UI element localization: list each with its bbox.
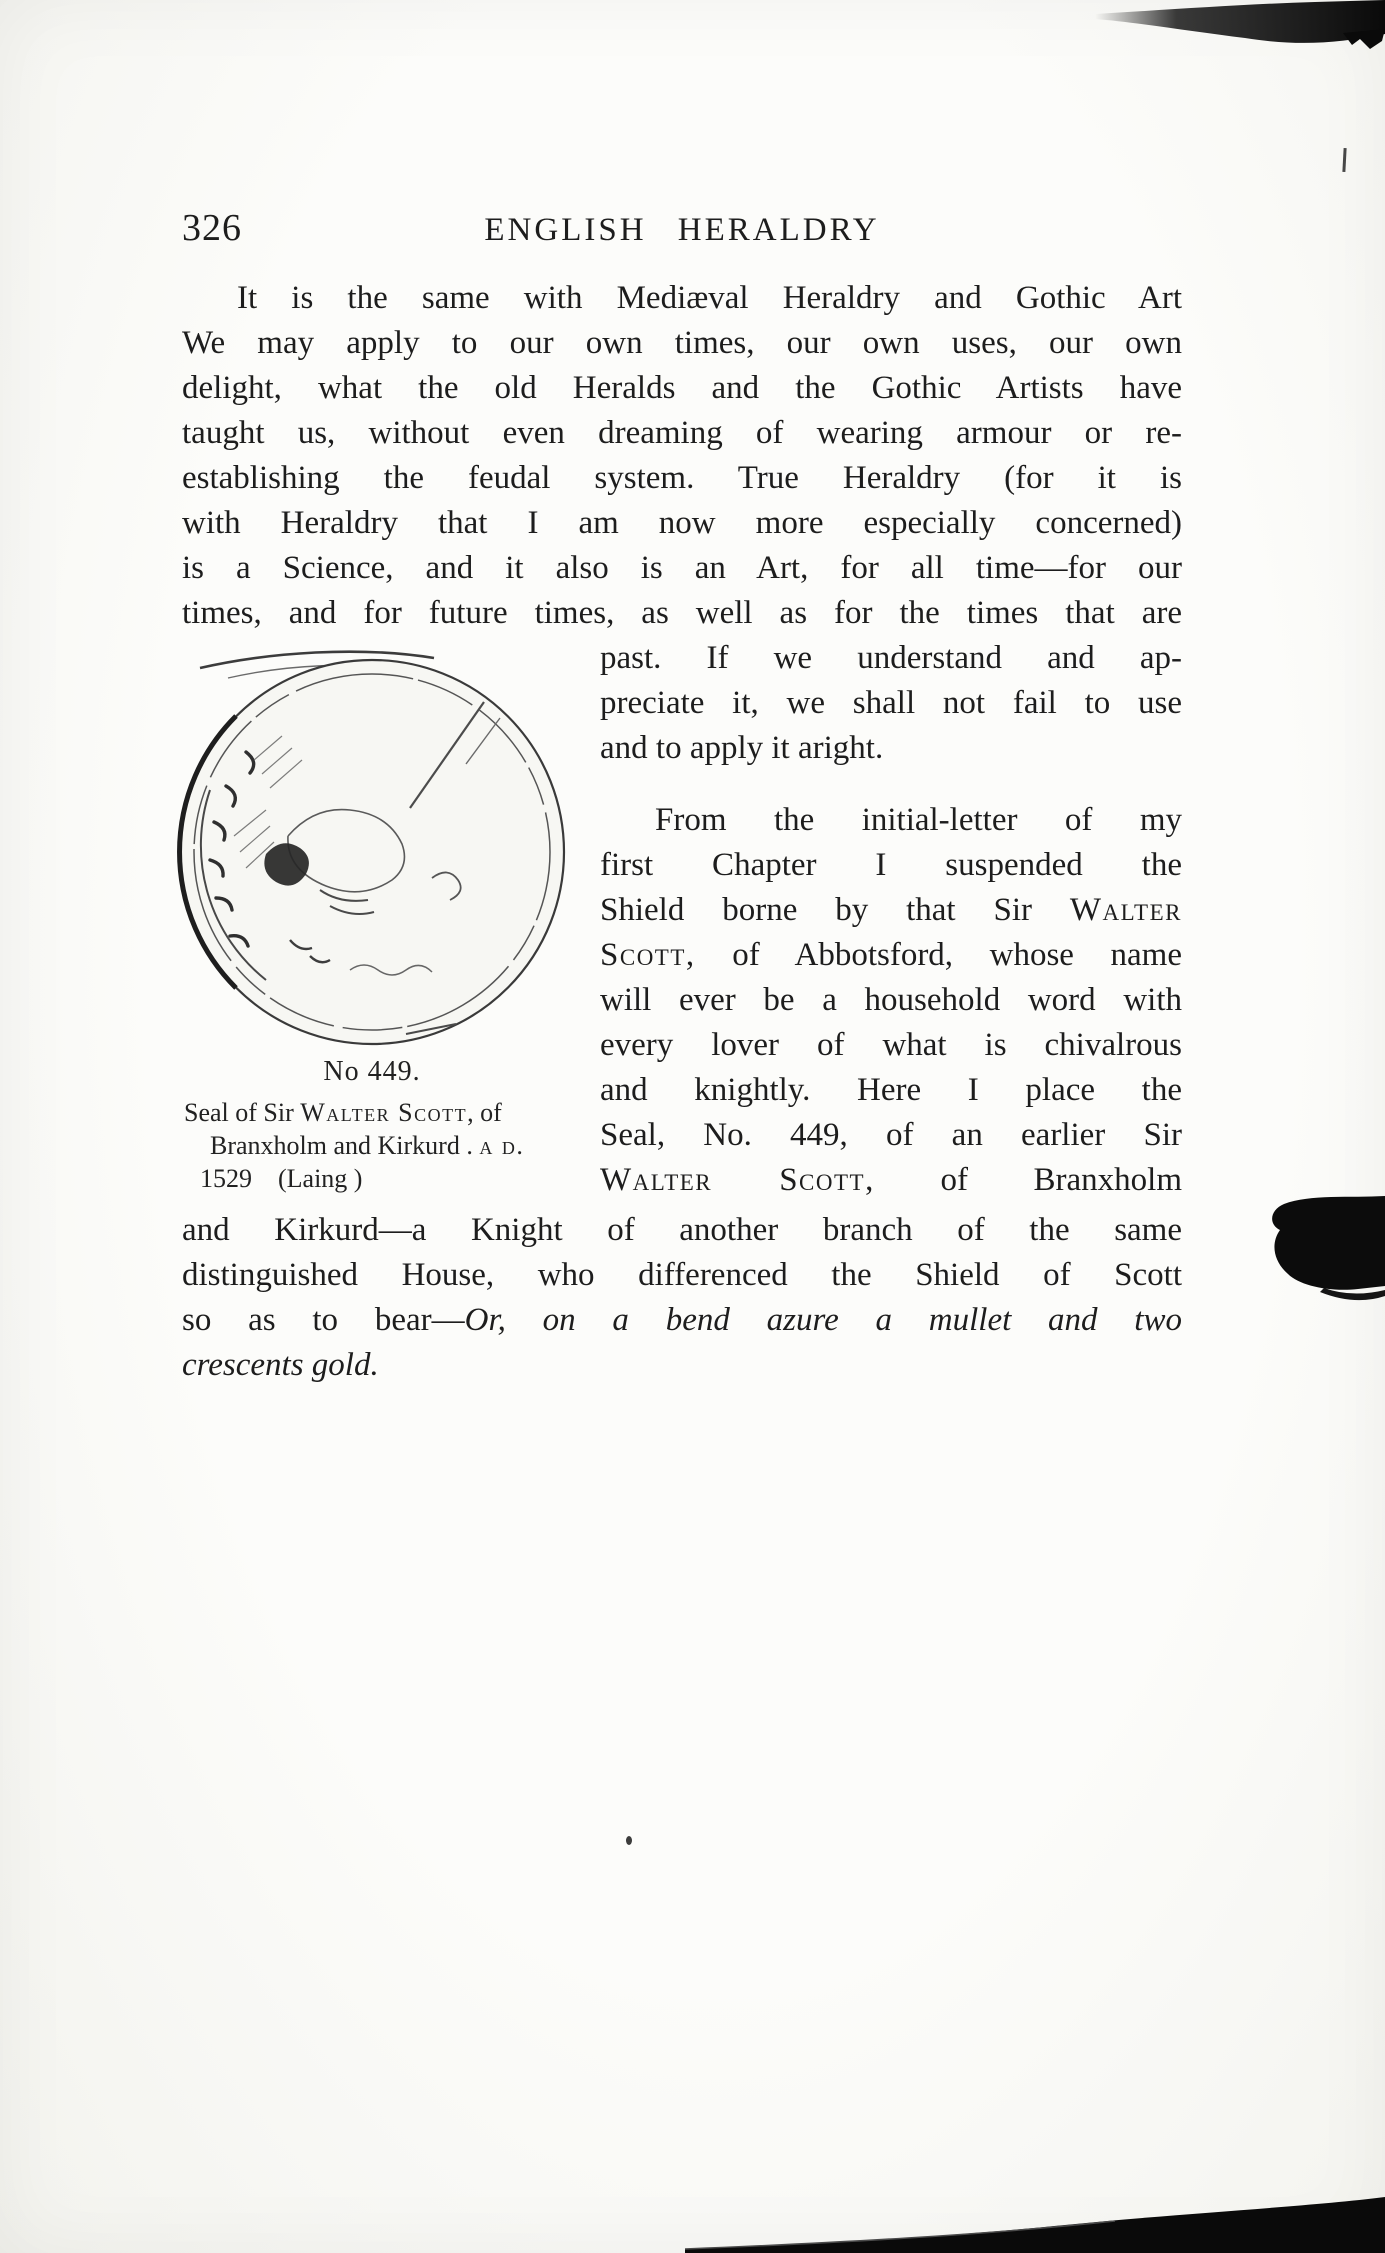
running-header: ENGLISH HERALDRY xyxy=(484,212,880,248)
text-line: with Heraldry that I am now more especially concerned) xyxy=(182,505,1182,541)
text-line: and to apply it aright. xyxy=(600,730,884,766)
text-line: times, and for future times, as well as for the times that are xyxy=(182,595,1182,631)
pen-stroke-top-right xyxy=(1342,148,1346,172)
ink-smudge-top-right xyxy=(1095,0,1385,60)
text-line: It is the same with Mediæval Heraldry and Gothic Art xyxy=(237,280,1182,316)
text-line: We may apply to our own times, our own uses, our own xyxy=(182,325,1182,361)
text-line: distinguished House, who differenced the Shield of Scott xyxy=(182,1257,1182,1293)
text-line: Scott, of Abbotsford, whose name xyxy=(600,937,1182,973)
text-line: preciate it, we shall not fail to use xyxy=(600,685,1182,721)
text-line: From the initial-letter of my xyxy=(655,802,1182,838)
seal-caption-line: Seal of Sir Walter Scott, of xyxy=(184,1098,502,1127)
paragraph-3 xyxy=(182,1208,1182,1388)
text-line: so as to bear—Or, on a bend azure a mullet and two xyxy=(182,1302,1182,1338)
paragraph-1-continued xyxy=(600,636,1182,771)
seal-engraving-illustration xyxy=(170,640,574,1054)
text-line: is a Science, and it also is an Art, for all time—for our xyxy=(182,550,1182,586)
text-line: Seal, No. 449, of an earlier Sir xyxy=(600,1117,1182,1153)
text-line: delight, what the old Heralds and the Gothic Artists have xyxy=(182,370,1182,406)
paragraph-2 xyxy=(600,798,1182,1203)
seal-caption xyxy=(172,1056,572,1195)
ink-band-bottom-edge xyxy=(685,2191,1385,2253)
text-line: past. If we understand and ap- xyxy=(600,640,1182,676)
ink-speck xyxy=(626,1836,632,1845)
seal-figure xyxy=(170,640,574,1059)
text-line: Shield borne by that Sir Walter xyxy=(600,892,1182,928)
ink-blot-right-edge xyxy=(1260,1194,1385,1306)
text-line: establishing the feudal system. True Heraldry (for it is xyxy=(182,460,1182,496)
text-line: will ever be a household word with xyxy=(600,982,1182,1018)
paragraph-1 xyxy=(182,276,1182,636)
text-line: taught us, without even dreaming of wearing armour or re- xyxy=(182,415,1182,451)
page-number: 326 xyxy=(182,207,242,249)
text-line: every lover of what is chivalrous xyxy=(600,1027,1182,1063)
text-line: crescents gold. xyxy=(182,1347,379,1383)
text-line: Walter Scott, of Branxholm xyxy=(600,1162,1182,1198)
seal-caption-line: Branxholm and Kirkurd . a d. xyxy=(210,1131,525,1160)
seal-caption-number: No 449. xyxy=(323,1056,421,1087)
text-line: first Chapter I suspended the xyxy=(600,847,1182,883)
text-line: and Kirkurd—a Knight of another branch of the same xyxy=(182,1212,1182,1248)
text-line: and knightly. Here I place the xyxy=(600,1072,1182,1108)
seal-caption-line: 1529 (Laing ) xyxy=(200,1164,363,1193)
